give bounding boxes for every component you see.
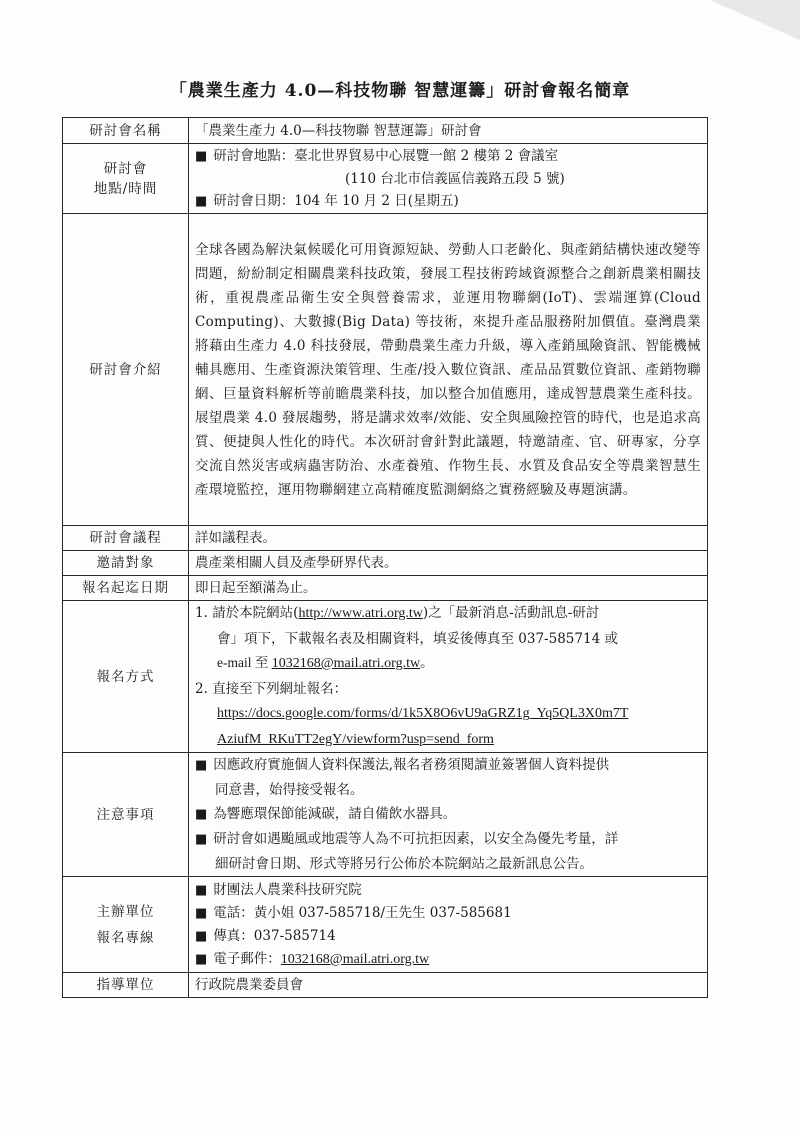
email-label: 電子郵件： <box>213 950 281 967</box>
form-link-line1 <box>195 701 701 727</box>
page-title: 「農業生產力 4.0—科技物聯 智慧運籌」研討會報名簡章 <box>169 81 631 101</box>
label-organizer-line2: 報名專線 <box>96 929 155 946</box>
email-link[interactable]: 1032168@mail.atri.org.tw <box>271 656 421 671</box>
organizer-name <box>195 879 701 902</box>
phone-text: 電話：黃小姐 037-585718/王先生 037-585681 <box>213 904 512 921</box>
bullet-icon: ■ <box>195 832 208 847</box>
fax-text: 傳真：037-585714 <box>213 927 336 944</box>
row-organizer <box>63 877 708 973</box>
bullet-icon: ■ <box>195 882 208 898</box>
bullet-icon: ■ <box>195 758 208 773</box>
item1-text-b: )之「最新消息-活動訊息-研討 <box>422 605 600 621</box>
google-form-link[interactable]: https://docs.google.com/forms/d/1k5X8O6vU9aGRZ1g_Yq5QL3X0m7T <box>217 706 629 721</box>
value-place <box>189 144 708 214</box>
bullet-icon: ■ <box>195 148 208 164</box>
note-2-text: 為響應環保節能減碳，請自備飲水器具。 <box>213 806 457 822</box>
label-intro: 研討會介紹 <box>63 214 189 526</box>
value-agenda: 詳如議程表。 <box>189 526 708 551</box>
label-method: 報名方式 <box>63 601 189 753</box>
note-1-text: 因應政府實施個人資料保護法,報名者務須閱讀並簽署個人資料提供 <box>213 757 610 773</box>
location-text: 研討會地點：臺北世界貿易中心展覽一館 2 樓第 2 會議室 <box>213 147 559 164</box>
place-address: (110 台北市信義區信義路五段 5 號) <box>345 170 565 187</box>
bullet-icon: ■ <box>195 928 208 944</box>
bullet-icon: ■ <box>195 193 208 209</box>
item1-line-d <box>195 651 701 677</box>
method-item-2 <box>195 677 701 702</box>
row-intro <box>63 214 708 526</box>
page-corner-fold <box>710 0 800 40</box>
value-guidance: 行政院農業委員會 <box>189 973 708 998</box>
value-period: 即日起至額滿為止。 <box>189 576 708 601</box>
row-name <box>63 118 708 144</box>
row-agenda <box>63 526 708 551</box>
row-notes <box>63 753 708 877</box>
google-form-link-cont[interactable]: AziufM_RKuTT2egY/viewform?usp=send_form <box>217 731 494 747</box>
atri-website-link[interactable]: http://www.atri.org.tw <box>298 606 423 621</box>
row-guidance <box>63 973 708 998</box>
value-name: 「農業生產力 4.0—科技物聯 智慧運籌」研討會 <box>189 118 708 144</box>
label-agenda: 研討會議程 <box>63 526 189 551</box>
value-intro: 全球各國為解決氣候暖化可用資源短缺、勞動人口老齡化、與產銷結構快速改變等問題，紛紛制定相關農業科技政策，發展工程技術跨域資源整合之創新農業相關技術，重視農產品衛生安全與營養需求，並運用物聯網(IoT)、雲端運算(Cloud Computing)、大數據(Big Data) 等技術，來提升產品服務附加價值。臺灣農業將藉由生產力 4.0 科技發展，帶動農業生產力升級，導入產銷風險資訊、智能機械輔具應用、生產資源決策管理、生產/投入數位資訊、產品品質數位資訊、產銷物聯網、巨量資料解析等前瞻農業科技，加以整合加值應用，達成智慧農業生產科技。展望農業 4.0 發展趨勢，將是講求效率/效能、安全與風險控管的時代，也是追求高質、便捷與人性化的時代。本次研討會針對此議題，特邀請產、官、研專家，分享交流自然災害或病蟲害防治、水產養殖、作物生長、水質及食品安全等農業智慧生產環境監控，運用物聯網建立高精確度監測網絡之實務經驗及專題演講。 <box>189 214 708 526</box>
note-1-cont: 同意書，始得接受報名。 <box>215 782 364 798</box>
row-place <box>63 144 708 214</box>
item2-text: 直接至下列網址報名： <box>212 680 348 697</box>
organizer-fax <box>195 925 701 948</box>
organizer-phone <box>195 902 701 925</box>
place-location <box>195 145 701 168</box>
label-name: 研討會名稱 <box>63 118 189 144</box>
value-organizer <box>189 877 708 973</box>
row-invite <box>63 551 708 576</box>
item-number: 1. <box>195 605 208 621</box>
label-notes: 注意事項 <box>63 753 189 877</box>
note-2 <box>195 802 701 827</box>
item1-text-d: e-mail 至 <box>217 655 272 670</box>
bullet-icon: ■ <box>195 807 208 822</box>
place-date <box>195 190 701 213</box>
label-place-line1: 研討會 <box>103 160 148 177</box>
row-period <box>63 576 708 601</box>
label-place <box>63 144 189 214</box>
note-3-text: 研討會如遇颱風或地震等人為不可抗拒因素，以安全為優先考量，詳 <box>213 831 619 847</box>
value-notes <box>189 753 708 877</box>
bullet-icon: ■ <box>195 905 208 921</box>
item1-text-e: 。 <box>420 655 434 671</box>
note-1 <box>195 753 701 778</box>
organizer-text: 財團法人農業科技研究院 <box>213 881 362 898</box>
organizer-email <box>195 948 701 971</box>
form-link-line2 <box>195 727 701 753</box>
value-invite: 農產業相關人員及產學研界代表。 <box>189 551 708 576</box>
note-3 <box>195 827 701 852</box>
row-method <box>63 601 708 753</box>
registration-table <box>62 117 708 998</box>
label-place-line2: 地點/時間 <box>93 180 158 197</box>
label-guidance: 指導單位 <box>63 973 189 998</box>
date-text: 研討會日期：104 年 10 月 2 日(星期五) <box>213 192 459 209</box>
note-3-cont: 細研討會日期、形式等將另行公佈於本院網站之最新訊息公告。 <box>215 856 593 872</box>
value-method <box>189 601 708 753</box>
item1-text-a: 請於本院網站( <box>212 605 299 621</box>
label-invite: 邀請對象 <box>63 551 189 576</box>
method-item-1 <box>195 601 701 627</box>
item-number: 2. <box>195 680 208 697</box>
label-period: 報名起迄日期 <box>63 576 189 601</box>
bullet-icon: ■ <box>195 951 208 967</box>
item1-text-c: 會」項下，下載報名表及相關資料，填妥後傳真至 037-585714 或 <box>217 630 618 647</box>
label-organizer-line1: 主辦單位 <box>96 903 155 920</box>
organizer-email-link[interactable]: 1032168@mail.atri.org.tw <box>280 951 430 967</box>
label-organizer <box>63 877 189 973</box>
